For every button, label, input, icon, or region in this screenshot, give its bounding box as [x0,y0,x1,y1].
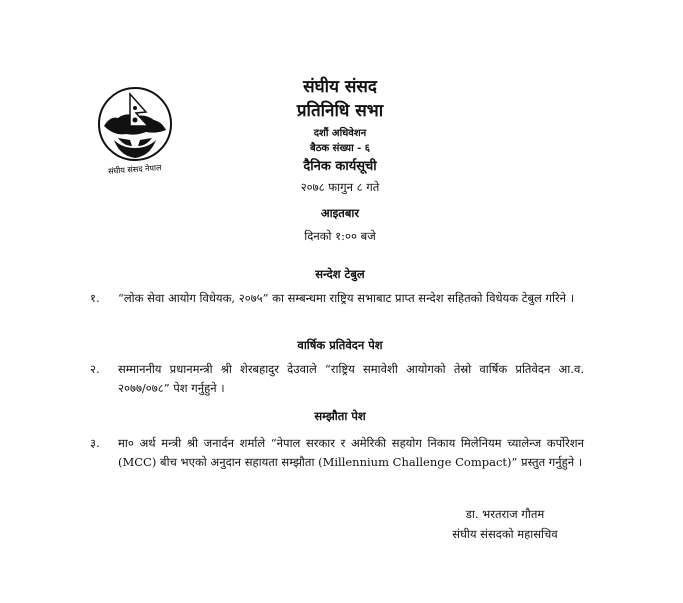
agenda-date: २०७८ फागुन ८ गते [300,180,380,194]
section-heading-agreement: सम्झौता पेश [314,409,366,423]
section-heading-message-table: सन्देश टेबुल [315,267,365,281]
item-number: ३. [90,436,100,450]
parliament-title: संघीय संसद [303,77,377,97]
agenda-day: आइतबार [320,206,360,220]
house-title: प्रतिनिधि सभा [296,101,384,121]
logo-caption: संघीय संसद नेपाल [107,163,162,176]
session-label: दशौं अधिवेशन [313,128,367,139]
agenda-title: दैनिक कार्यसूची [303,159,377,174]
agenda-item-text: “लोक सेवा आयोग विधेयक, २०७५” का सम्बन्धमा राष्ट्रिय सभाबाट प्राप्त सन्देश सहितको विधेयक टेबुल गरिने । [118,291,575,305]
meeting-number: बैठक संख्या - ६ [310,143,370,154]
signatory-designation: संघीय संसदको महासचिव [452,527,558,541]
agenda-item-text: सम्माननीय प्रधानमन्त्री श्री शेरबहादुर देउवाले “राष्ट्रिय समावेशी आयोगको तेस्रो वार्षिक प्रतिवेदन आ.व. २०७७/०७८” पेश गर्नुहुने । [118,362,584,395]
agenda-item-text: मा० अर्थ मन्त्री श्री जनार्दन शर्माले “नेपाल सरकार र अमेरिकी सहयोग निकाय मिलेनियम च्यालेन्ज कर्पोरेशन (MCC) बीच भएको अनुदान सहायता सम्झौता (Millennium Challenge Compact)” प्रस्तुत गर्नुहुने । [118,436,584,469]
signatory-name: डा. भरतराज गौतम [465,507,545,521]
agenda-time: दिनको १:०० बजे [304,229,376,243]
item-number: १. [90,291,100,305]
section-heading-annual-report: वार्षिक प्रतिवेदन पेश [297,338,383,352]
item-number: २. [90,362,100,376]
